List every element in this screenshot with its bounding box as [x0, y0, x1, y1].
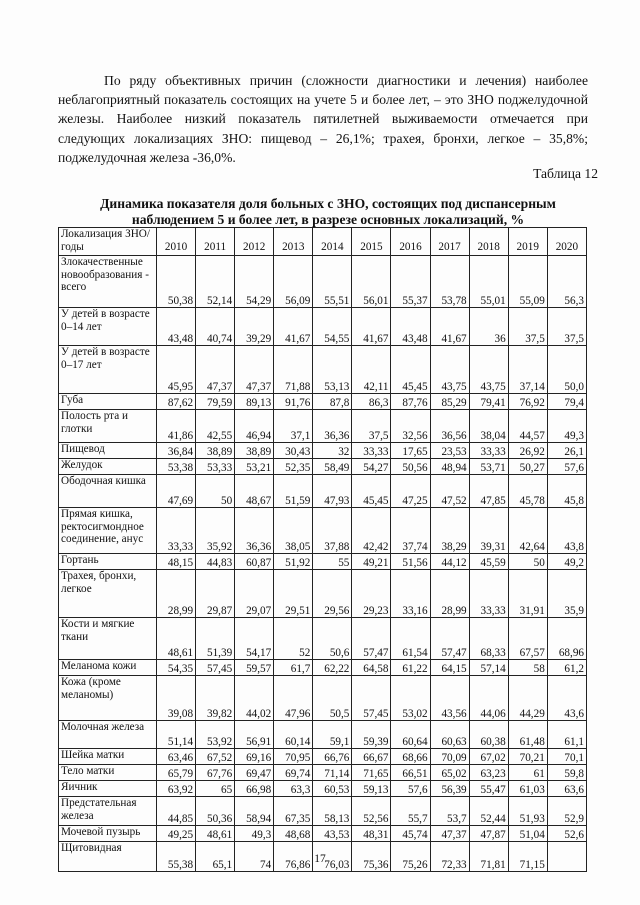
value-cell: 61,2: [547, 660, 586, 676]
value-cell: 60,38: [469, 721, 508, 749]
value-cell: 91,76: [274, 394, 313, 410]
value-cell: 39,29: [235, 308, 274, 346]
value-cell: 57,6: [391, 781, 430, 797]
year-header-cell: 2020: [547, 228, 586, 256]
table-row: [59, 459, 587, 475]
value-cell: 51,92: [274, 554, 313, 570]
value-cell: 44,06: [469, 676, 508, 721]
value-cell: 53,33: [196, 459, 235, 475]
value-cell: 60,63: [430, 721, 469, 749]
value-cell: 66,76: [313, 749, 352, 765]
value-cell: 47,52: [430, 475, 469, 508]
value-cell: 51,04: [508, 826, 547, 842]
row-label-cell: Губа: [59, 394, 157, 410]
value-cell: 44,12: [430, 554, 469, 570]
value-cell: 74: [235, 842, 274, 872]
value-cell: 37,74: [391, 508, 430, 554]
value-cell: 53,7: [430, 797, 469, 826]
value-cell: 53,13: [313, 346, 352, 394]
value-cell: 55,47: [469, 781, 508, 797]
value-cell: 54,27: [352, 459, 391, 475]
value-cell: 51,59: [274, 475, 313, 508]
value-cell: 56,3: [547, 256, 586, 308]
row-label-cell: Шейка матки: [59, 749, 157, 765]
value-cell: 57,45: [352, 676, 391, 721]
value-cell: 44,02: [235, 676, 274, 721]
value-cell: 47,87: [469, 826, 508, 842]
value-cell: 89,13: [235, 394, 274, 410]
value-cell: 44,29: [508, 676, 547, 721]
value-cell: 29,87: [196, 570, 235, 618]
value-cell: 47,93: [313, 475, 352, 508]
value-cell: 52,6: [547, 826, 586, 842]
value-cell: 64,15: [430, 660, 469, 676]
value-cell: 57,6: [547, 459, 586, 475]
value-cell: 33,33: [352, 443, 391, 459]
value-cell: 87,62: [157, 394, 196, 410]
value-cell: 30,43: [274, 443, 313, 459]
value-cell: 65,79: [157, 765, 196, 781]
value-cell: 49,3: [235, 826, 274, 842]
value-cell: 60,53: [313, 781, 352, 797]
table-row: [59, 554, 587, 570]
value-cell: 58,94: [235, 797, 274, 826]
value-cell: 55: [313, 554, 352, 570]
value-cell: 36,36: [235, 508, 274, 554]
value-cell: 61,7: [274, 660, 313, 676]
value-cell: 60,64: [391, 721, 430, 749]
value-cell: 72,33: [430, 842, 469, 872]
value-cell: 44,85: [157, 797, 196, 826]
header-label-cell: Локализация ЗНО/ годы: [59, 228, 157, 256]
row-label-cell: Ободочная кишка: [59, 475, 157, 508]
value-cell: 58,49: [313, 459, 352, 475]
value-cell: 70,1: [547, 749, 586, 765]
value-cell: 53,02: [391, 676, 430, 721]
value-cell: 33,33: [157, 508, 196, 554]
value-cell: 54,29: [235, 256, 274, 308]
value-cell: 60,87: [235, 554, 274, 570]
value-cell: 66,67: [352, 749, 391, 765]
value-cell: 48,15: [157, 554, 196, 570]
value-cell: 69,74: [274, 765, 313, 781]
value-cell: 38,89: [235, 443, 274, 459]
value-cell: 53,71: [469, 459, 508, 475]
value-cell: 75,36: [352, 842, 391, 872]
value-cell: 38,29: [430, 508, 469, 554]
value-cell: 50,0: [547, 346, 586, 394]
table-header-row: [59, 228, 587, 256]
value-cell: 47,25: [391, 475, 430, 508]
value-cell: 33,33: [469, 570, 508, 618]
value-cell: 44,57: [508, 410, 547, 443]
value-cell: 38,04: [469, 410, 508, 443]
value-cell: 35,9: [547, 570, 586, 618]
value-cell: 79,59: [196, 394, 235, 410]
value-cell: 57,47: [430, 618, 469, 660]
value-cell: 58,13: [313, 797, 352, 826]
value-cell: 39,08: [157, 676, 196, 721]
value-cell: 47,69: [157, 475, 196, 508]
value-cell: 47,37: [430, 826, 469, 842]
row-label-cell: Щитовидная: [59, 842, 157, 872]
value-cell: 32: [313, 443, 352, 459]
value-cell: 39,31: [469, 508, 508, 554]
value-cell: 59,13: [352, 781, 391, 797]
value-cell: 32,56: [391, 410, 430, 443]
year-header-cell: 2014: [313, 228, 352, 256]
table-row: [59, 508, 587, 554]
table-row: [59, 721, 587, 749]
value-cell: 70,95: [274, 749, 313, 765]
value-cell: 51,93: [508, 797, 547, 826]
year-header-cell: 2013: [274, 228, 313, 256]
value-cell: 56,91: [235, 721, 274, 749]
year-header-cell: 2019: [508, 228, 547, 256]
row-label-cell: Молочная железа: [59, 721, 157, 749]
row-label-cell: Полость рта и глотки: [59, 410, 157, 443]
value-cell: 43,48: [157, 308, 196, 346]
value-cell: 60,14: [274, 721, 313, 749]
value-cell: 26,1: [547, 443, 586, 459]
value-cell: 52,44: [469, 797, 508, 826]
value-cell: 42,11: [352, 346, 391, 394]
value-cell: 68,96: [547, 618, 586, 660]
value-cell: 47,96: [274, 676, 313, 721]
table-row: [59, 749, 587, 765]
row-label-cell: Злокачественные новообразования - всего: [59, 256, 157, 308]
value-cell: 45,45: [391, 346, 430, 394]
value-cell: 52,14: [196, 256, 235, 308]
value-cell: 49,3: [547, 410, 586, 443]
value-cell: 54,17: [235, 618, 274, 660]
row-label-cell: Трахея, бронхи, легкое: [59, 570, 157, 618]
value-cell: 86,3: [352, 394, 391, 410]
value-cell: 48,61: [196, 826, 235, 842]
value-cell: 43,53: [313, 826, 352, 842]
value-cell: 36,36: [313, 410, 352, 443]
value-cell: 51,39: [196, 618, 235, 660]
table-row: [59, 410, 587, 443]
value-cell: 37,88: [313, 508, 352, 554]
value-cell: 41,67: [274, 308, 313, 346]
table-number: Таблица 12: [533, 166, 598, 181]
value-cell: 55,09: [508, 256, 547, 308]
value-cell: 52,35: [274, 459, 313, 475]
table-row: [59, 346, 587, 394]
value-cell: 50,5: [313, 676, 352, 721]
value-cell: 69,16: [235, 749, 274, 765]
year-header-cell: 2016: [391, 228, 430, 256]
value-cell: 57,45: [196, 660, 235, 676]
value-cell: 49,2: [547, 554, 586, 570]
year-header-cell: 2010: [157, 228, 196, 256]
value-cell: 39,82: [196, 676, 235, 721]
value-cell: 55,7: [391, 797, 430, 826]
value-cell: 29,07: [235, 570, 274, 618]
value-cell: 42,55: [196, 410, 235, 443]
value-cell: 47,37: [235, 346, 274, 394]
value-cell: 61: [508, 765, 547, 781]
value-cell: 63,3: [274, 781, 313, 797]
table-row: [59, 475, 587, 508]
value-cell: 45,8: [547, 475, 586, 508]
value-cell: 55,51: [313, 256, 352, 308]
row-label-cell: Тело матки: [59, 765, 157, 781]
value-cell: 37,5: [508, 308, 547, 346]
value-cell: 63,6: [547, 781, 586, 797]
value-cell: 61,03: [508, 781, 547, 797]
value-cell: 63,46: [157, 749, 196, 765]
value-cell: 47,37: [196, 346, 235, 394]
table-row: [59, 394, 587, 410]
value-cell: 71,65: [352, 765, 391, 781]
table-row: [59, 797, 587, 826]
value-cell: 76,86: [274, 842, 313, 872]
value-cell: 59,1: [313, 721, 352, 749]
value-cell: 64,58: [352, 660, 391, 676]
value-cell: 43,75: [469, 346, 508, 394]
value-cell: 48,61: [157, 618, 196, 660]
value-cell: 40,74: [196, 308, 235, 346]
value-cell: 71,88: [274, 346, 313, 394]
value-cell: 38,89: [196, 443, 235, 459]
value-cell: 53,92: [196, 721, 235, 749]
year-header-cell: 2015: [352, 228, 391, 256]
table-row: [59, 256, 587, 308]
value-cell: 57,47: [352, 618, 391, 660]
value-cell: 50: [508, 554, 547, 570]
intro-paragraph: По ряду объективных причин (сложности диагностики и лечения) наиболее неблагоприятный показатель состоящих на учете 5 и более лет, – это ЗНО поджелудочной железы. Наиболее низкий показатель пятилетней выживаемости отмечается при следующих локализациях ЗНО: пищевод – 26,1%; трахея, бронхи, легкое – 35,8%; поджелудочная железа -36,0%.: [58, 73, 588, 165]
value-cell: 36: [469, 308, 508, 346]
value-cell: 69,47: [235, 765, 274, 781]
year-header-cell: 2018: [469, 228, 508, 256]
value-cell: 48,67: [235, 475, 274, 508]
value-cell: 61,54: [391, 618, 430, 660]
value-cell: 55,01: [469, 256, 508, 308]
value-cell: 45,74: [391, 826, 430, 842]
value-cell: 59,8: [547, 765, 586, 781]
value-cell: 76,03: [313, 842, 352, 872]
value-cell: 45,78: [508, 475, 547, 508]
value-cell: 59,57: [235, 660, 274, 676]
value-cell: 43,6: [547, 676, 586, 721]
value-cell: 56,01: [352, 256, 391, 308]
value-cell: 66,51: [391, 765, 430, 781]
value-cell: 75,26: [391, 842, 430, 872]
table-row: [59, 765, 587, 781]
row-label-cell: Прямая кишка, ректосигмондное соединение, анус: [59, 508, 157, 554]
year-header-cell: 2017: [430, 228, 469, 256]
value-cell: 29,23: [352, 570, 391, 618]
row-label-cell: Мочевой пузырь: [59, 826, 157, 842]
table-row: [59, 618, 587, 660]
row-label-cell: У детей в возрасте 0–14 лет: [59, 308, 157, 346]
value-cell: 56,09: [274, 256, 313, 308]
value-cell: 37,14: [508, 346, 547, 394]
value-cell: 71,81: [469, 842, 508, 872]
value-cell: 53,38: [157, 459, 196, 475]
value-cell: 44,83: [196, 554, 235, 570]
value-cell: 53,78: [430, 256, 469, 308]
value-cell: 41,67: [430, 308, 469, 346]
value-cell: 33,16: [391, 570, 430, 618]
value-cell: 70,09: [430, 749, 469, 765]
value-cell: 46,94: [235, 410, 274, 443]
value-cell: 63,23: [469, 765, 508, 781]
table-row: [59, 570, 587, 618]
value-cell: 48,31: [352, 826, 391, 842]
value-cell: 79,4: [547, 394, 586, 410]
value-cell: 62,22: [313, 660, 352, 676]
row-label-cell: Меланома кожи: [59, 660, 157, 676]
value-cell: 67,52: [196, 749, 235, 765]
page-number: 17: [314, 853, 326, 865]
value-cell: 49,25: [157, 826, 196, 842]
row-label-cell: Пищевод: [59, 443, 157, 459]
value-cell: 49,21: [352, 554, 391, 570]
value-cell: 37,5: [547, 308, 586, 346]
value-cell: 53,21: [235, 459, 274, 475]
row-label-cell: Предстательная железа: [59, 797, 157, 826]
value-cell: 48,68: [274, 826, 313, 842]
value-cell: 50,38: [157, 256, 196, 308]
value-cell: 23,53: [430, 443, 469, 459]
row-label-cell: Кожа (кроме меланомы): [59, 676, 157, 721]
value-cell: 37,5: [352, 410, 391, 443]
value-cell: 57,14: [469, 660, 508, 676]
value-cell: 50,56: [391, 459, 430, 475]
value-cell: 42,42: [352, 508, 391, 554]
value-cell: 67,02: [469, 749, 508, 765]
value-cell: 45,59: [469, 554, 508, 570]
value-cell: 29,56: [313, 570, 352, 618]
value-cell: 41,86: [157, 410, 196, 443]
value-cell: 56,39: [430, 781, 469, 797]
value-cell: 67,57: [508, 618, 547, 660]
value-cell: 67,35: [274, 797, 313, 826]
value-cell: 50,36: [196, 797, 235, 826]
value-cell: 79,41: [469, 394, 508, 410]
row-label-cell: Гортань: [59, 554, 157, 570]
value-cell: 48,94: [430, 459, 469, 475]
value-cell: 45,45: [352, 475, 391, 508]
value-cell: 50,27: [508, 459, 547, 475]
value-cell: 45,95: [157, 346, 196, 394]
value-cell: 68,66: [391, 749, 430, 765]
row-label-cell: У детей в возрасте 0–17 лет: [59, 346, 157, 394]
value-cell: 68,33: [469, 618, 508, 660]
value-cell: 61,1: [547, 721, 586, 749]
row-label-cell: Желудок: [59, 459, 157, 475]
value-cell: 59,39: [352, 721, 391, 749]
value-cell: 58: [508, 660, 547, 676]
value-cell: 50: [196, 475, 235, 508]
value-cell: 35,92: [196, 508, 235, 554]
value-cell: 54,35: [157, 660, 196, 676]
value-cell: 63,92: [157, 781, 196, 797]
row-label-cell: Яичник: [59, 781, 157, 797]
survival-table: [58, 227, 587, 872]
value-cell: 55,38: [157, 842, 196, 872]
table-row: [59, 308, 587, 346]
value-cell: 17,65: [391, 443, 430, 459]
value-cell: 41,67: [352, 308, 391, 346]
value-cell: 52,56: [352, 797, 391, 826]
value-cell: 61,48: [508, 721, 547, 749]
value-cell: 26,92: [508, 443, 547, 459]
value-cell: 43,75: [430, 346, 469, 394]
value-cell: 33,33: [469, 443, 508, 459]
value-cell: 52,9: [547, 797, 586, 826]
value-cell: 55,37: [391, 256, 430, 308]
value-cell: 51,14: [157, 721, 196, 749]
row-label-cell: Кости и мягкие ткани: [59, 618, 157, 660]
value-cell: 28,99: [157, 570, 196, 618]
value-cell: 67,76: [196, 765, 235, 781]
value-cell: 70,21: [508, 749, 547, 765]
value-cell: 43,8: [547, 508, 586, 554]
value-cell: 31,91: [508, 570, 547, 618]
value-cell: 28,99: [430, 570, 469, 618]
value-cell: 65: [196, 781, 235, 797]
value-cell: 36,84: [157, 443, 196, 459]
value-cell: 87,8: [313, 394, 352, 410]
value-cell: 87,76: [391, 394, 430, 410]
value-cell: 47,85: [469, 475, 508, 508]
table-row: [59, 826, 587, 842]
value-cell: 36,56: [430, 410, 469, 443]
value-cell: 85,29: [430, 394, 469, 410]
table-row: [59, 660, 587, 676]
value-cell: 65,1: [196, 842, 235, 872]
value-cell: 52: [274, 618, 313, 660]
value-cell: 51,56: [391, 554, 430, 570]
value-cell: 42,64: [508, 508, 547, 554]
value-cell: 37,1: [274, 410, 313, 443]
table-row: [59, 781, 587, 797]
value-cell: 29,51: [274, 570, 313, 618]
value-cell: 65,02: [430, 765, 469, 781]
year-header-cell: 2012: [235, 228, 274, 256]
value-cell: 76,92: [508, 394, 547, 410]
value-cell: 71,14: [313, 765, 352, 781]
value-cell: 61,22: [391, 660, 430, 676]
value-cell: 54,55: [313, 308, 352, 346]
year-header-cell: 2011: [196, 228, 235, 256]
table-row: [59, 676, 587, 721]
table-title: Динамика показателя доля больных с ЗНО, состоящих под диспансерным наблюдением 5 и более лет, в разрезе основных локализаций, %: [100, 196, 556, 227]
value-cell: 38,05: [274, 508, 313, 554]
value-cell: 71,15: [508, 842, 547, 872]
value-cell: 66,98: [235, 781, 274, 797]
value-cell: 43,48: [391, 308, 430, 346]
table-row: [59, 443, 587, 459]
value-cell: 43,56: [430, 676, 469, 721]
value-cell: 50,6: [313, 618, 352, 660]
